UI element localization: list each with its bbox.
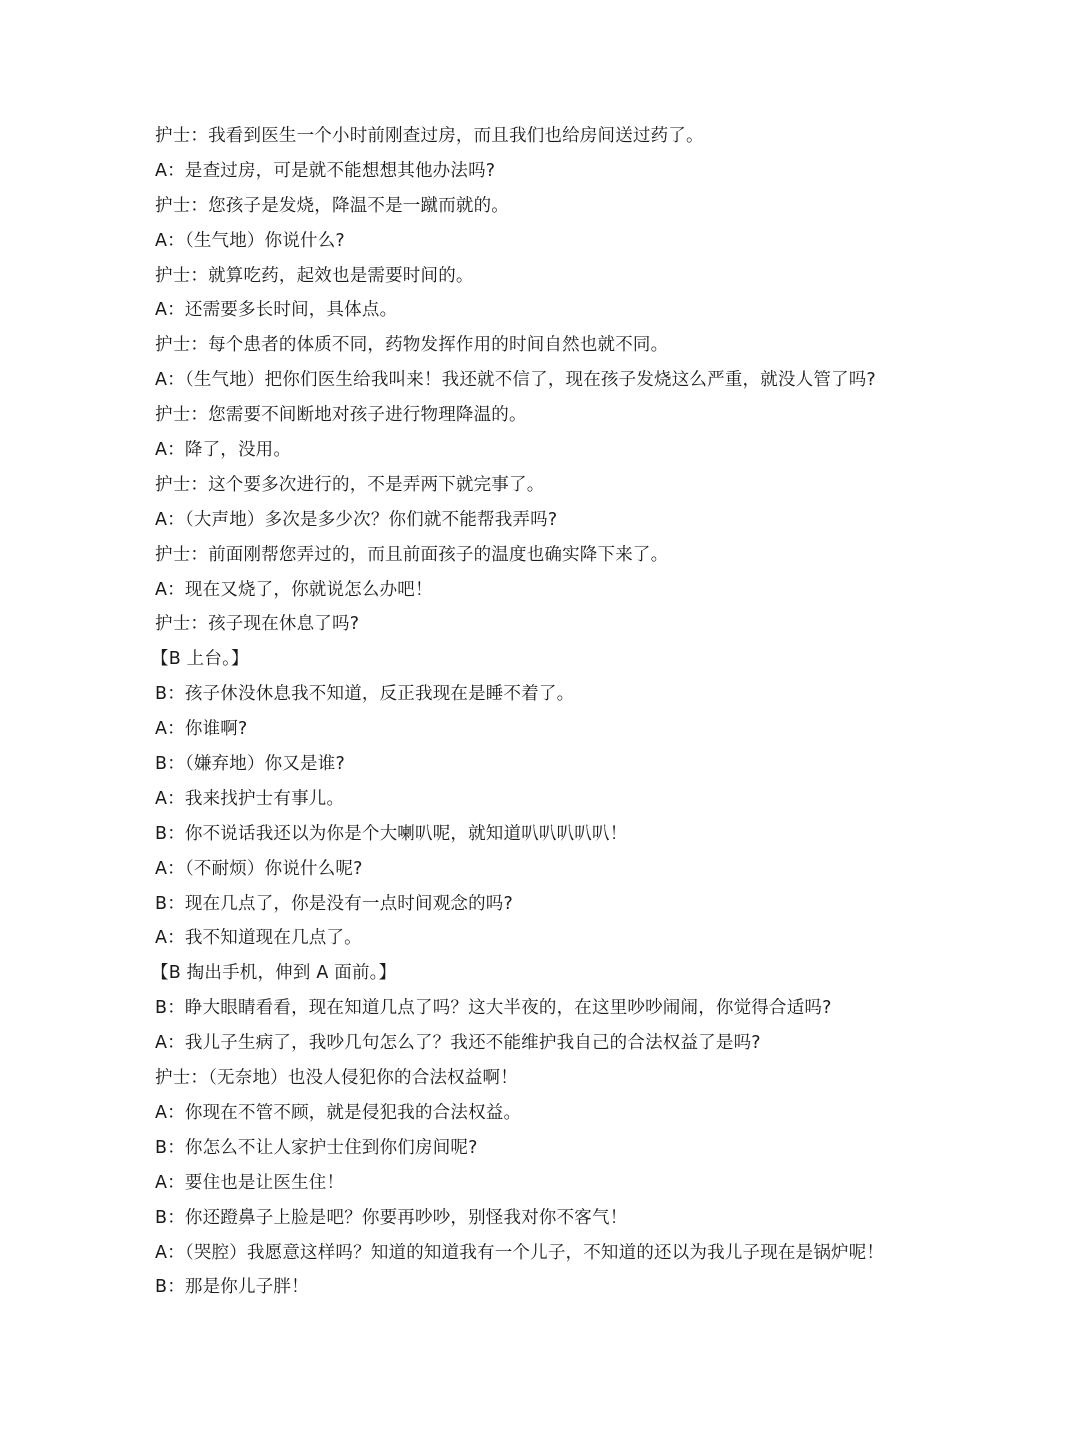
dialogue-line: A：要住也是让医生住！ — [155, 1172, 345, 1193]
dialogue-line: 护士：这个要多次进行的，不是弄两下就完事了。 — [155, 474, 545, 495]
dialogue-line: A：我不知道现在几点了。 — [155, 928, 362, 949]
dialogue-line: 护士：前面刚帮您弄过的，而且前面孩子的温度也确实降下来了。 — [155, 544, 669, 565]
script-page — [151, 119, 1055, 1305]
dialogue-line: B：孩子休没休息我不知道，反正我现在是睡不着了。 — [155, 684, 575, 705]
dialogue-line: B：你不说话我还以为你是个大喇叭呢，就知道叭叭叭叭叭！ — [155, 823, 628, 844]
dialogue-line: 护士：您需要不间断地对孩子进行物理降温的。 — [155, 405, 527, 426]
dialogue-line: A：（生气地）把你们医生给我叫来！我还就不信了，现在孩子发烧这么严重，就没人管了吗? — [155, 370, 876, 391]
dialogue-line: A：我儿子生病了，我吵几句怎么了？我还不能维护我自己的合法权益了是吗? — [155, 1033, 761, 1054]
dialogue-line: A：是查过房，可是就不能想想其他办法吗? — [155, 160, 496, 181]
dialogue-line: 护士：您孩子是发烧，降温不是一蹴而就的。 — [155, 195, 509, 216]
dialogue-line: A：（大声地）多次是多少次？你们就不能帮我弄吗? — [155, 509, 558, 530]
stage-direction: 【B 掏出手机，伸到 A 面前。】 — [151, 963, 397, 984]
dialogue-line: 护士：就算吃药，起效也是需要时间的。 — [155, 265, 474, 286]
dialogue-line: A：（生气地）你说什么? — [155, 230, 345, 251]
dialogue-line: 护士：孩子现在休息了吗? — [155, 614, 360, 635]
dialogue-line: B：现在几点了，你是没有一点时间观念的吗? — [155, 893, 513, 914]
dialogue-line: A：降了，没用。 — [155, 440, 292, 461]
dialogue-line: B：（嫌弃地）你又是谁? — [155, 754, 345, 775]
dialogue-line: A：现在又烧了，你就说怎么办吧！ — [155, 579, 433, 600]
dialogue-line: A：我来找护士有事儿。 — [155, 788, 345, 809]
stage-direction: 【B 上台。】 — [151, 649, 249, 670]
dialogue-line: A：（不耐烦）你说什么呢? — [155, 858, 363, 879]
dialogue-line: 护士：（无奈地）也没人侵犯你的合法权益啊！ — [155, 1068, 518, 1089]
dialogue-line: B：你还蹬鼻子上脸是吧？你要再吵吵，别怪我对你不客气！ — [155, 1207, 628, 1228]
dialogue-line: B：睁大眼睛看看，现在知道几点了吗？这大半夜的，在这里吵吵闹闹，你觉得合适吗? — [155, 998, 832, 1019]
dialogue-line: 护士：每个患者的体质不同，药物发挥作用的时间自然也就不同。 — [155, 335, 669, 356]
dialogue-line: A：还需要多长时间，具体点。 — [155, 300, 398, 321]
dialogue-line: A：你现在不管不顾，就是侵犯我的合法权益。 — [155, 1102, 522, 1123]
dialogue-line: 护士：我看到医生一个小时前刚查过房，而且我们也给房间送过药了。 — [155, 126, 704, 146]
dialogue-line: B：你怎么不让人家护士住到你们房间呢? — [155, 1137, 478, 1158]
dialogue-line: A：（哭腔）我愿意这样吗？知道的知道我有一个儿子，不知道的还以为我儿子现在是锅炉呢！ — [155, 1242, 885, 1263]
dialogue-line: B：那是你儿子胖！ — [155, 1277, 309, 1298]
dialogue-line: A：你谁啊? — [155, 719, 248, 740]
